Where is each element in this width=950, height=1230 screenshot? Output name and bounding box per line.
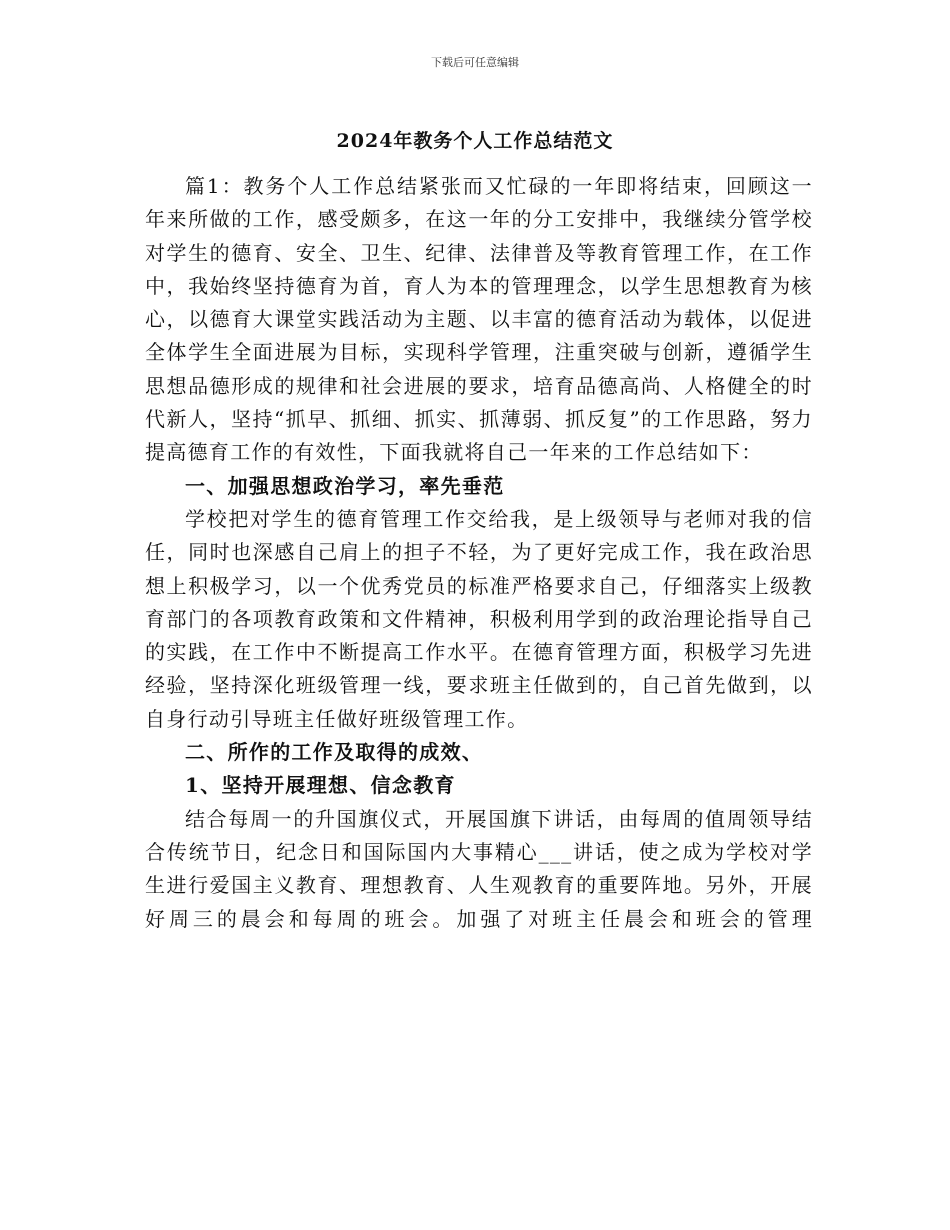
document-title: 2024年教务个人工作总结范文 bbox=[336, 130, 614, 152]
document-body bbox=[145, 170, 813, 936]
subsection-heading-1: 1、坚持开展理想、信念教育 bbox=[185, 773, 456, 798]
intro-paragraph: 篇1：教务个人工作总结紧张而又忙碌的一年即将结束，回顾这一年来所做的工作，感受颇多，在这一年的分工安排中，我继续分管学校对学生的德育、安全、卫生、纪律、法律普及等教育管理工作，在工作中，我始终坚持德育为首，育人为本的管理理念，以学生思想教育为核心，以德育大课堂实践活动为主题、以丰富的德育活动为载体，以促进全体学生全面进展为目标，实现科学管理，注重突破与创新，遵循学生思想品德形成的规律和社会进展的要求，培育品德高尚、人格健全的时代新人，坚持“抓早、抓细、抓实、抓薄弱、抓反复”的工作思路，努力提高德育工作的有效性，下面我就将自己一年来的工作总结如下： bbox=[145, 174, 813, 465]
header-note: 下载后可任意编辑 bbox=[431, 56, 519, 69]
subsection-1-paragraph: 结合每周一的升国旗仪式，开展国旗下讲话，由每周的值周领导结合传统节日，纪念日和国际国内大事精心___讲话，使之成为学校对学生进行爱国主义教育、理想教育、人生观教育的重要阵地。另外，开展好周三的晨会和每周的班会。加强了对班主任晨会和班会的管理 bbox=[145, 806, 813, 931]
section-heading-1: 一、加强思想政治学习，率先垂范 bbox=[185, 473, 505, 498]
section-heading-2: 二、所作的工作及取得的成效、 bbox=[185, 740, 484, 765]
section-1-paragraph: 学校把对学生的德育管理工作交给我，是上级领导与老师对我的信任，同时也深感自己肩上的担子不轻，为了更好完成工作，我在政治思想上积极学习，以一个优秀党员的标准严格要求自己，仔细落实上级教育部门的各项教育政策和文件精神，积极利用学到的政治理论指导自己的实践，在工作中不断提高工作水平。在德育管理方面，积极学习先进经验，坚持深化班级管理一线，要求班主任做到的，自己首先做到，以自身行动引导班主任做好班级管理工作。 bbox=[145, 506, 813, 731]
